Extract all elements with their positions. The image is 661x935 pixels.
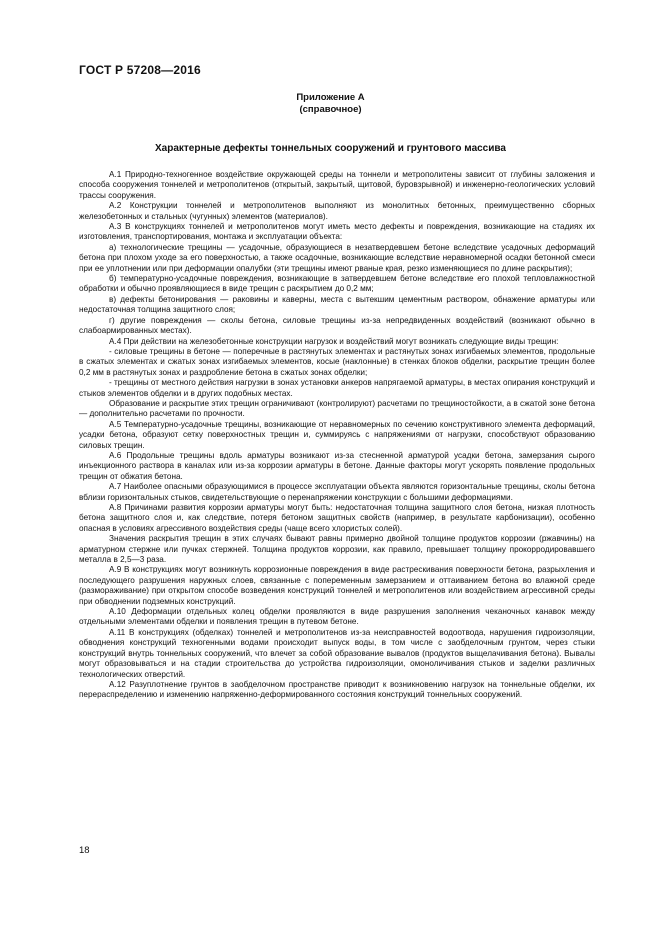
paragraph: А.7 Наиболее опасными образующимися в процессе эксплуатации объекта являются горизонтальные трещины, сколы бетона вблизи горизонтальных стыков, свидетельствующие о перенапряжении конструкции с большими деформациями. [79, 482, 595, 502]
paragraph: а) технологические трещины — усадочные, образующиеся в незатвердевшем бетоне вследствие усадочных деформаций бетона при плохом уходе за его поверхностью, а также осадочные, возникающие вследствие неравномерной осадки бетонной смеси при ее уплотнении или при деформации опалубки (эти трещины имеют рваные края, резко изменяющиеся по длине раскрытия); [79, 242, 595, 273]
paragraph: в) дефекты бетонирования — раковины и каверны, места с вытекшим цементным раствором, обнажение арматуры или недостаточная толщина защитного слоя; [79, 294, 595, 315]
paragraph: А.3 В конструкциях тоннелей и метрополитенов могут иметь место дефекты и повреждения, возникающие на стадиях их изготовления, транспортирования, монтажа и эксплуатации объекта: [79, 222, 595, 242]
paragraph: - трещины от местного действия нагрузки в зонах установки анкеров напрягаемой арматуры, в местах опирания конструкций и стыков элементов обделки и в других подобных местах. [79, 378, 595, 398]
standard-header: ГОСТ Р 57208—2016 [79, 63, 201, 77]
paragraph: А.10 Деформации отдельных колец обделки проявляются в виде разрушения заполнения чеканочных канавок между отдельными элементами обделки и появления трещин в путевом бетоне. [79, 607, 595, 627]
paragraph: Значения раскрытия трещин в этих случаях бывают равны примерно двойной толщине продуктов коррозии (ржавчины) на арматурном стержне или пучках стержней. Толщина продуктов коррозии, как правило, превышает толщину прокорродировавшего металла в 2,5—3 раза. [79, 534, 595, 565]
paragraph: А.9 В конструкциях могут возникнуть коррозионные повреждения в виде растрескивания поверхности бетона, разрыхления и последующего разрушения наружных слоев, связанные с попеременным замерзанием и оттаиванием бетона во влажной среде (размораживание) при открытом способе возведения конструкций тоннелей и метрополитенов или воздействием агрессивной среды при обводнении подземных конструкций. [79, 565, 595, 606]
paragraph: А.1 Природно-техногенное воздействие окружающей среды на тоннели и метрополитены зависит от глубины заложения и способа сооружения тоннелей и метрополитенов (открытый, закрытый, щитовой, буровзрывной) и инженерно-геологических условий трассы сооружения. [79, 170, 595, 200]
page-number: 18 [79, 845, 90, 856]
paragraph: б) температурно-усадочные повреждения, возникающие в затвердевшем бетоне вследствие его плохой тепловлажностной обработки и обычно проявляющиеся в виде трещин с раскрытием до 0,2 мм; [79, 274, 595, 294]
paragraph: - силовые трещины в бетоне — поперечные в растянутых элементах и растянутых зонах изгибаемых элементов, продольные в сжатых элементах и сжатых зонах изгибаемых элементов, косые (наклонные) в стенках блоков обделки, раскрытие трещин более 0,2 мм в растянутых зонах и раздробление бетона в сжатых зонах обделки; [79, 346, 595, 377]
paragraph: А.8 Причинами развития коррозии арматуры могут быть: недостаточная толщина защитного слоя бетона, низкая плотность бетона защитного слоя и, как следствие, потеря бетоном защитных свойств (например, в результате карбонизации), особенно опасная в условиях агрессивного воздействия среды (чаще всего хлористых солей). [79, 503, 595, 533]
page-title: Характерные дефекты тоннельных сооружений и грунтового массива [155, 143, 506, 154]
appendix-type: (справочное) [299, 104, 362, 115]
paragraph: А.12 Разуплотнение грунтов в заобделочном пространстве приводит к возникновению нагрузок на тоннельные обделки, их перераспределению и изменению напряженно-деформированного состояния конструкций тоннельных сооружений. [79, 679, 595, 700]
paragraph: А.6 Продольные трещины вдоль арматуры возникают из-за стесненной арматурой усадки бетона, замерзания сырого инъекционного раствора в каналах или из-за коррозии арматуры в бетоне. Данные факторы могут ускорять появление продольных трещин от обжатия бетона. [79, 450, 595, 481]
paragraph: А.11 В конструкциях (обделках) тоннелей и метрополитенов из-за неисправностей водоотвода, нарушения гидроизоляции, обводнения конструкций техногенными водами происходит выпуск воды, в том числе с заобделочным грунтом, через стыки конструкций внутрь тоннельных сооружений, что влечет за собой образование вывалов (продуктов выщелачивания бетона). Вывалы могут образовываться и на стадии строительства до устройства гидроизоляции, омоноличивания стыков и заделки различных технологических отверстий. [79, 627, 595, 679]
paragraph: г) другие повреждения — сколы бетона, силовые трещины из-за непредвиденных воздействий (возникают обычно в слабоармированных местах). [79, 315, 595, 336]
document-body [79, 170, 595, 701]
paragraph: А.2 Конструкции тоннелей и метрополитенов выполняют из монолитных бетонных, преимущественно сборных железобетонных и стальных (чугунных) элементов (материалов). [79, 201, 595, 221]
paragraph: А.5 Температурно-усадочные трещины, возникающие от неравномерных по сечению конструктивного элемента деформаций, усадки бетона, образуют сетку поверхностных трещин и, суммируясь с напряжениями от нагрузки, способствуют образованию силовых трещин. [79, 419, 595, 450]
paragraph: А.4 При действии на железобетонные конструкции нагрузок и воздействий могут возникать следующие виды трещин: [109, 336, 559, 346]
paragraph: Образование и раскрытие этих трещин ограничивают (контролируют) расчетами по трещиностойкости, а в сжатой зоне бетона — дополнительно расчетами по прочности. [79, 398, 595, 419]
appendix-label: Приложение А [296, 92, 365, 103]
